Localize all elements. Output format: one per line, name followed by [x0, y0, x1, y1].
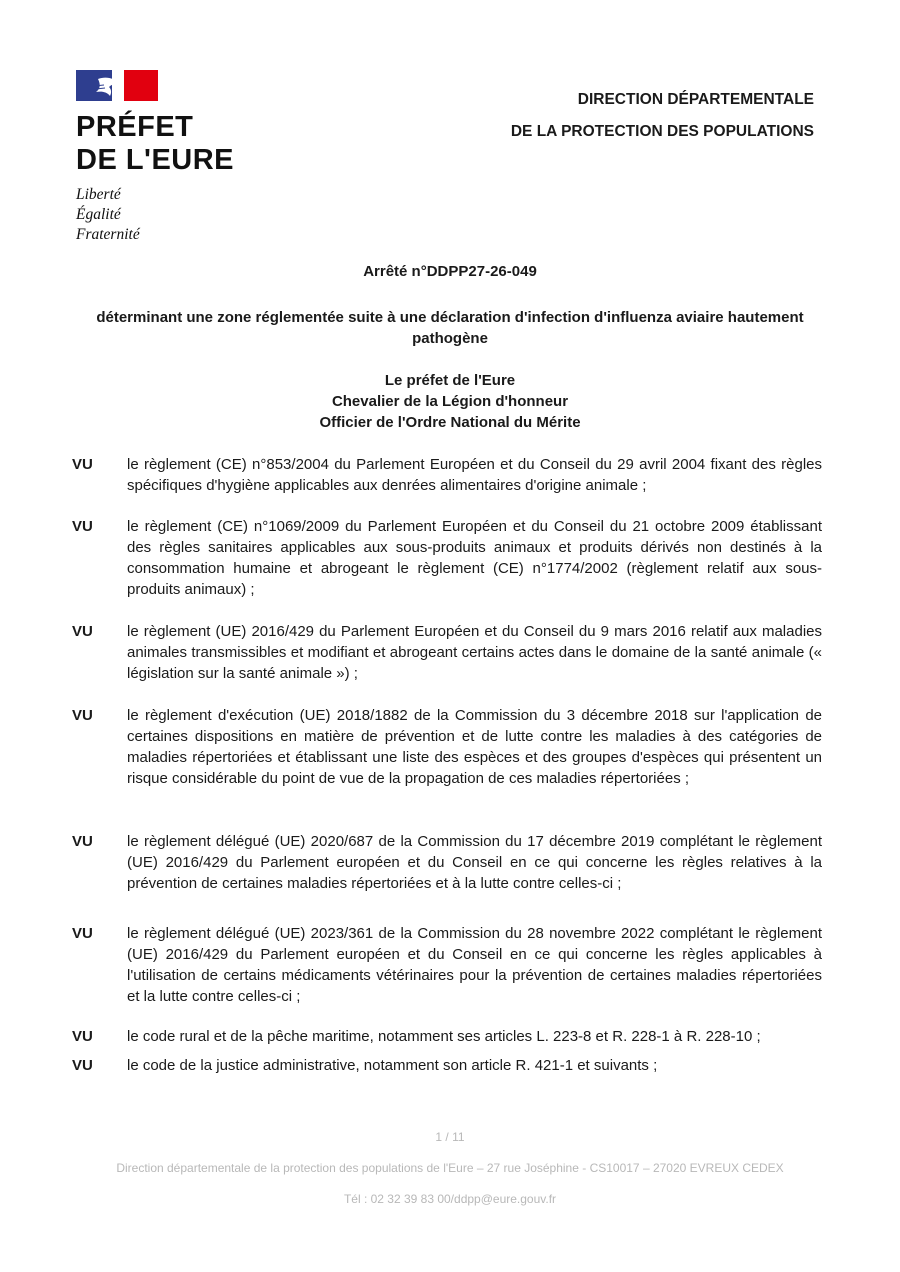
- vu-keyword: VU: [72, 833, 93, 850]
- issuing-department-line2: DE LA PROTECTION DES POPULATIONS: [510, 123, 814, 140]
- vu-text: le règlement délégué (UE) 2020/687 de la Commission du 17 décembre 2019 complétant le règlement (UE) 2016/429 du Parlement européen et du Conseil en ce qui concerne les règles relatives à la prévention de certaines maladies répertoriées et à la lutte contre celles-ci ;: [127, 833, 822, 892]
- vu-keyword: VU: [72, 456, 93, 473]
- vu-text: le règlement d'exécution (UE) 2018/1882 de la Commission du 3 décembre 2018 sur l'application de certaines dispositions en matière de prévention et de lutte contre les maladies à des catégories de maladies répertoriées et établissant une liste des espèces et des groupes d'espèces qui présentent un risque considérable du point de vue de la propagation de ces maladies répertoriées ;: [127, 707, 822, 787]
- vu-keyword: VU: [72, 707, 93, 724]
- vu-item: [72, 1055, 822, 1076]
- prefet-title-line3: Officier de l'Ordre National du Mérite: [319, 414, 581, 431]
- vu-text: le règlement délégué (UE) 2023/361 de la Commission du 28 novembre 2022 complétant le règlement (UE) 2016/429 du Parlement européen et du Conseil en ce qui concerne les règles applicables à l'utilisation de certains médicaments vétérinaires pour la prévention de certaines maladies répertoriées et la lutte contre celles-ci ;: [127, 925, 822, 1005]
- vu-keyword: VU: [72, 518, 93, 535]
- prefecture-name: [76, 111, 276, 177]
- prefet-title-line2: Chevalier de la Légion d'honneur: [331, 393, 569, 410]
- prefecture-name-line1: PRÉFET: [76, 111, 194, 143]
- vu-item: [72, 516, 822, 600]
- prefecture-name-line2: DE L'EURE: [76, 144, 235, 176]
- vu-text: le règlement (UE) 2016/429 du Parlement Européen et du Conseil du 9 mars 2016 relatif aux maladies animales transmissibles et modifiant et abrogeant certains actes dans le domaine de la santé animale (« législation sur la santé animale ») ;: [127, 623, 822, 682]
- marianne-flag-icon: [76, 70, 158, 101]
- issuing-department: [511, 84, 814, 148]
- vu-text: le code rural et de la pêche maritime, notamment ses articles L. 223-8 et R. 228-1 à R. 228-10 ;: [127, 1028, 761, 1045]
- prefet-title-line1: Le préfet de l'Eure: [384, 372, 516, 389]
- motto-liberte: Liberté: [76, 186, 121, 203]
- republic-motto: [76, 185, 276, 245]
- vu-keyword: VU: [72, 925, 93, 942]
- footer-address: Direction départementale de la protection des populations de l'Eure – 27 rue Joséphine - CS10017 – 27020 EVREUX CEDEX: [116, 1161, 784, 1175]
- vu-keyword: VU: [72, 623, 93, 640]
- vu-item: [72, 831, 822, 894]
- motto-egalite: Égalité: [76, 206, 121, 223]
- vu-item: [72, 621, 822, 684]
- issuing-department-line1: DIRECTION DÉPARTEMENTALE: [577, 91, 814, 108]
- vu-text: le règlement (CE) n°1069/2009 du Parlement Européen et du Conseil du 21 octobre 2009 établissant des règles sanitaires applicables aux sous-produits animaux et produits dérivés non destinés à la consommation humaine et abrogeant le règlement (CE) n°1774/2002 (règlement relatif aux sous-produits animaux) ;: [127, 518, 822, 598]
- page-number: 1 / 11: [435, 1130, 465, 1144]
- vu-keyword: VU: [72, 1028, 93, 1045]
- vu-item: [72, 705, 822, 789]
- arrete-subject: déterminant une zone réglementée suite à une déclaration d'infection d'influenza aviaire hautement pathogène: [96, 309, 804, 347]
- vu-text: le règlement (CE) n°853/2004 du Parlement Européen et du Conseil du 29 avril 2004 fixant des règles spécifiques d'hygiène applicables aux denrées alimentaires d'origine animale ;: [127, 456, 822, 494]
- vu-keyword: VU: [72, 1057, 93, 1074]
- vu-text: le code de la justice administrative, notamment son article R. 421-1 et suivants ;: [127, 1057, 658, 1074]
- prefecture-logo: [76, 70, 276, 245]
- vu-item: [72, 1026, 822, 1047]
- vu-item: [72, 923, 822, 1007]
- footer-contact: Tél : 02 32 39 83 00/ddpp@eure.gouv.fr: [343, 1192, 557, 1206]
- arrete-number: Arrêté n°DDPP27-26-049: [363, 263, 537, 280]
- motto-fraternite: Fraternité: [76, 226, 140, 243]
- prefet-titles: [0, 370, 900, 433]
- vu-item: [72, 454, 822, 496]
